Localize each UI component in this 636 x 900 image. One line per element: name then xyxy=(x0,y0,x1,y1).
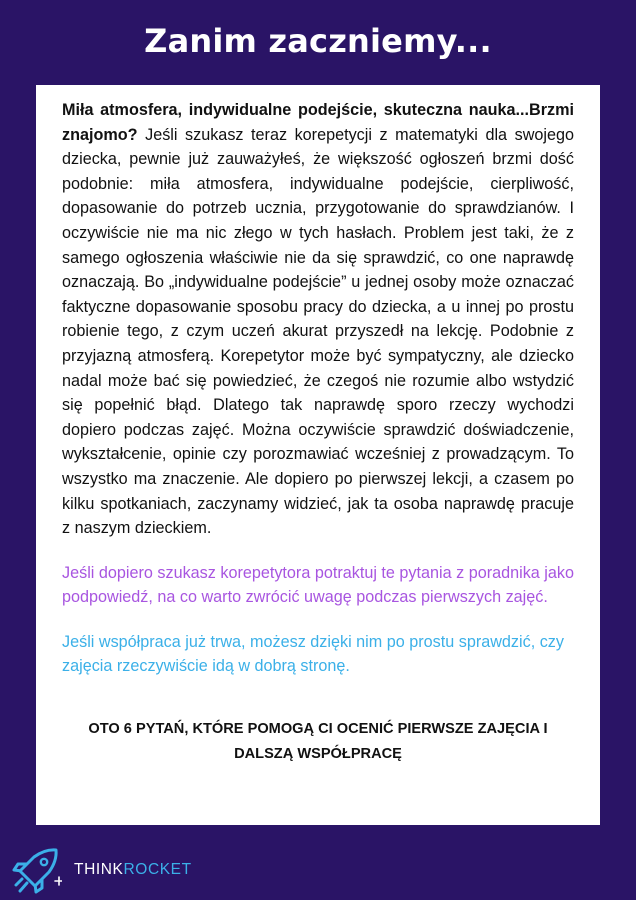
rocket-icon xyxy=(12,845,62,895)
intro-paragraph xyxy=(62,98,574,541)
content-card xyxy=(36,85,600,825)
brand-name xyxy=(74,861,192,879)
intro-body: Jeśli szukasz teraz korepetycji z matematyki dla swojego dziecka, pewnie już zauważyłeś, że większość ogłoszeń brzmi dość podobnie: miła atmosfera, indywidualne podejście, cierpliwość, dopasowanie do potrzeb ucznia, przygotowanie do sprawdzianów. I oczywiście nie ma nic złego w tych hasłach. Problem jest taki, że z samego ogłoszenia właściwie nie da się sprawdzić, co one naprawdę oznaczają. Bo „indywidualne podejście” u jednej osoby może oznaczać faktyczne dopasowanie sposobu pracy do dziecka, a u innej po prostu robienie tego, z czym uczeń akurat przyszedł na lekcję. Podobnie z przyjazną atmosferą. Korepetytor może być sympatyczny, ale dziecko nadal może bać się powiedzieć, że czegoś nie rozumie albo wstydzić się popełnić błąd. Dlatego tak naprawdę sporo rzeczy wychodzi dopiero podczas zajęć. Można oczywiście sprawdzić doświadczenie, wykształcenie, opinie czy porozmawiać wcześniej z prowadzącym. To wszystko ma znaczenie. Ale dopiero po pierwszej lekcji, a czasem po kilku spotkaniach, zaczynamy widzieć, jak ta osoba naprawdę pracuje z naszym dzieckiem. xyxy=(62,125,574,538)
brand-name-think: THINK xyxy=(74,861,124,878)
note-ongoing: Jeśli współpraca już trwa, możesz dzięki nim po prostu sprawdzić, czy zajęcia rzeczywiście idą w dobrą stronę. xyxy=(62,632,564,676)
page-title: Zanim zaczniemy... xyxy=(144,22,492,60)
note-searching: Jeśli dopiero szukasz korepetytora potraktuj te pytania z poradnika jako podpowiedź, na co warto zwrócić uwagę podczas pierwszych zajęć. xyxy=(62,563,574,607)
intro-lead: Miła atmosfera, indywidualne podejście, skuteczna nauka...Brzmi znajomo? xyxy=(62,101,574,144)
closing-heading: OTO 6 PYTAŃ, KTÓRE POMOGĄ CI OCENIĆ PIERWSZE ZAJĘCIA I DALSZĄ WSPÓŁPRACĘ xyxy=(88,721,548,763)
brand-name-rocket: ROCKET xyxy=(123,861,192,878)
brand-logo xyxy=(12,840,192,900)
